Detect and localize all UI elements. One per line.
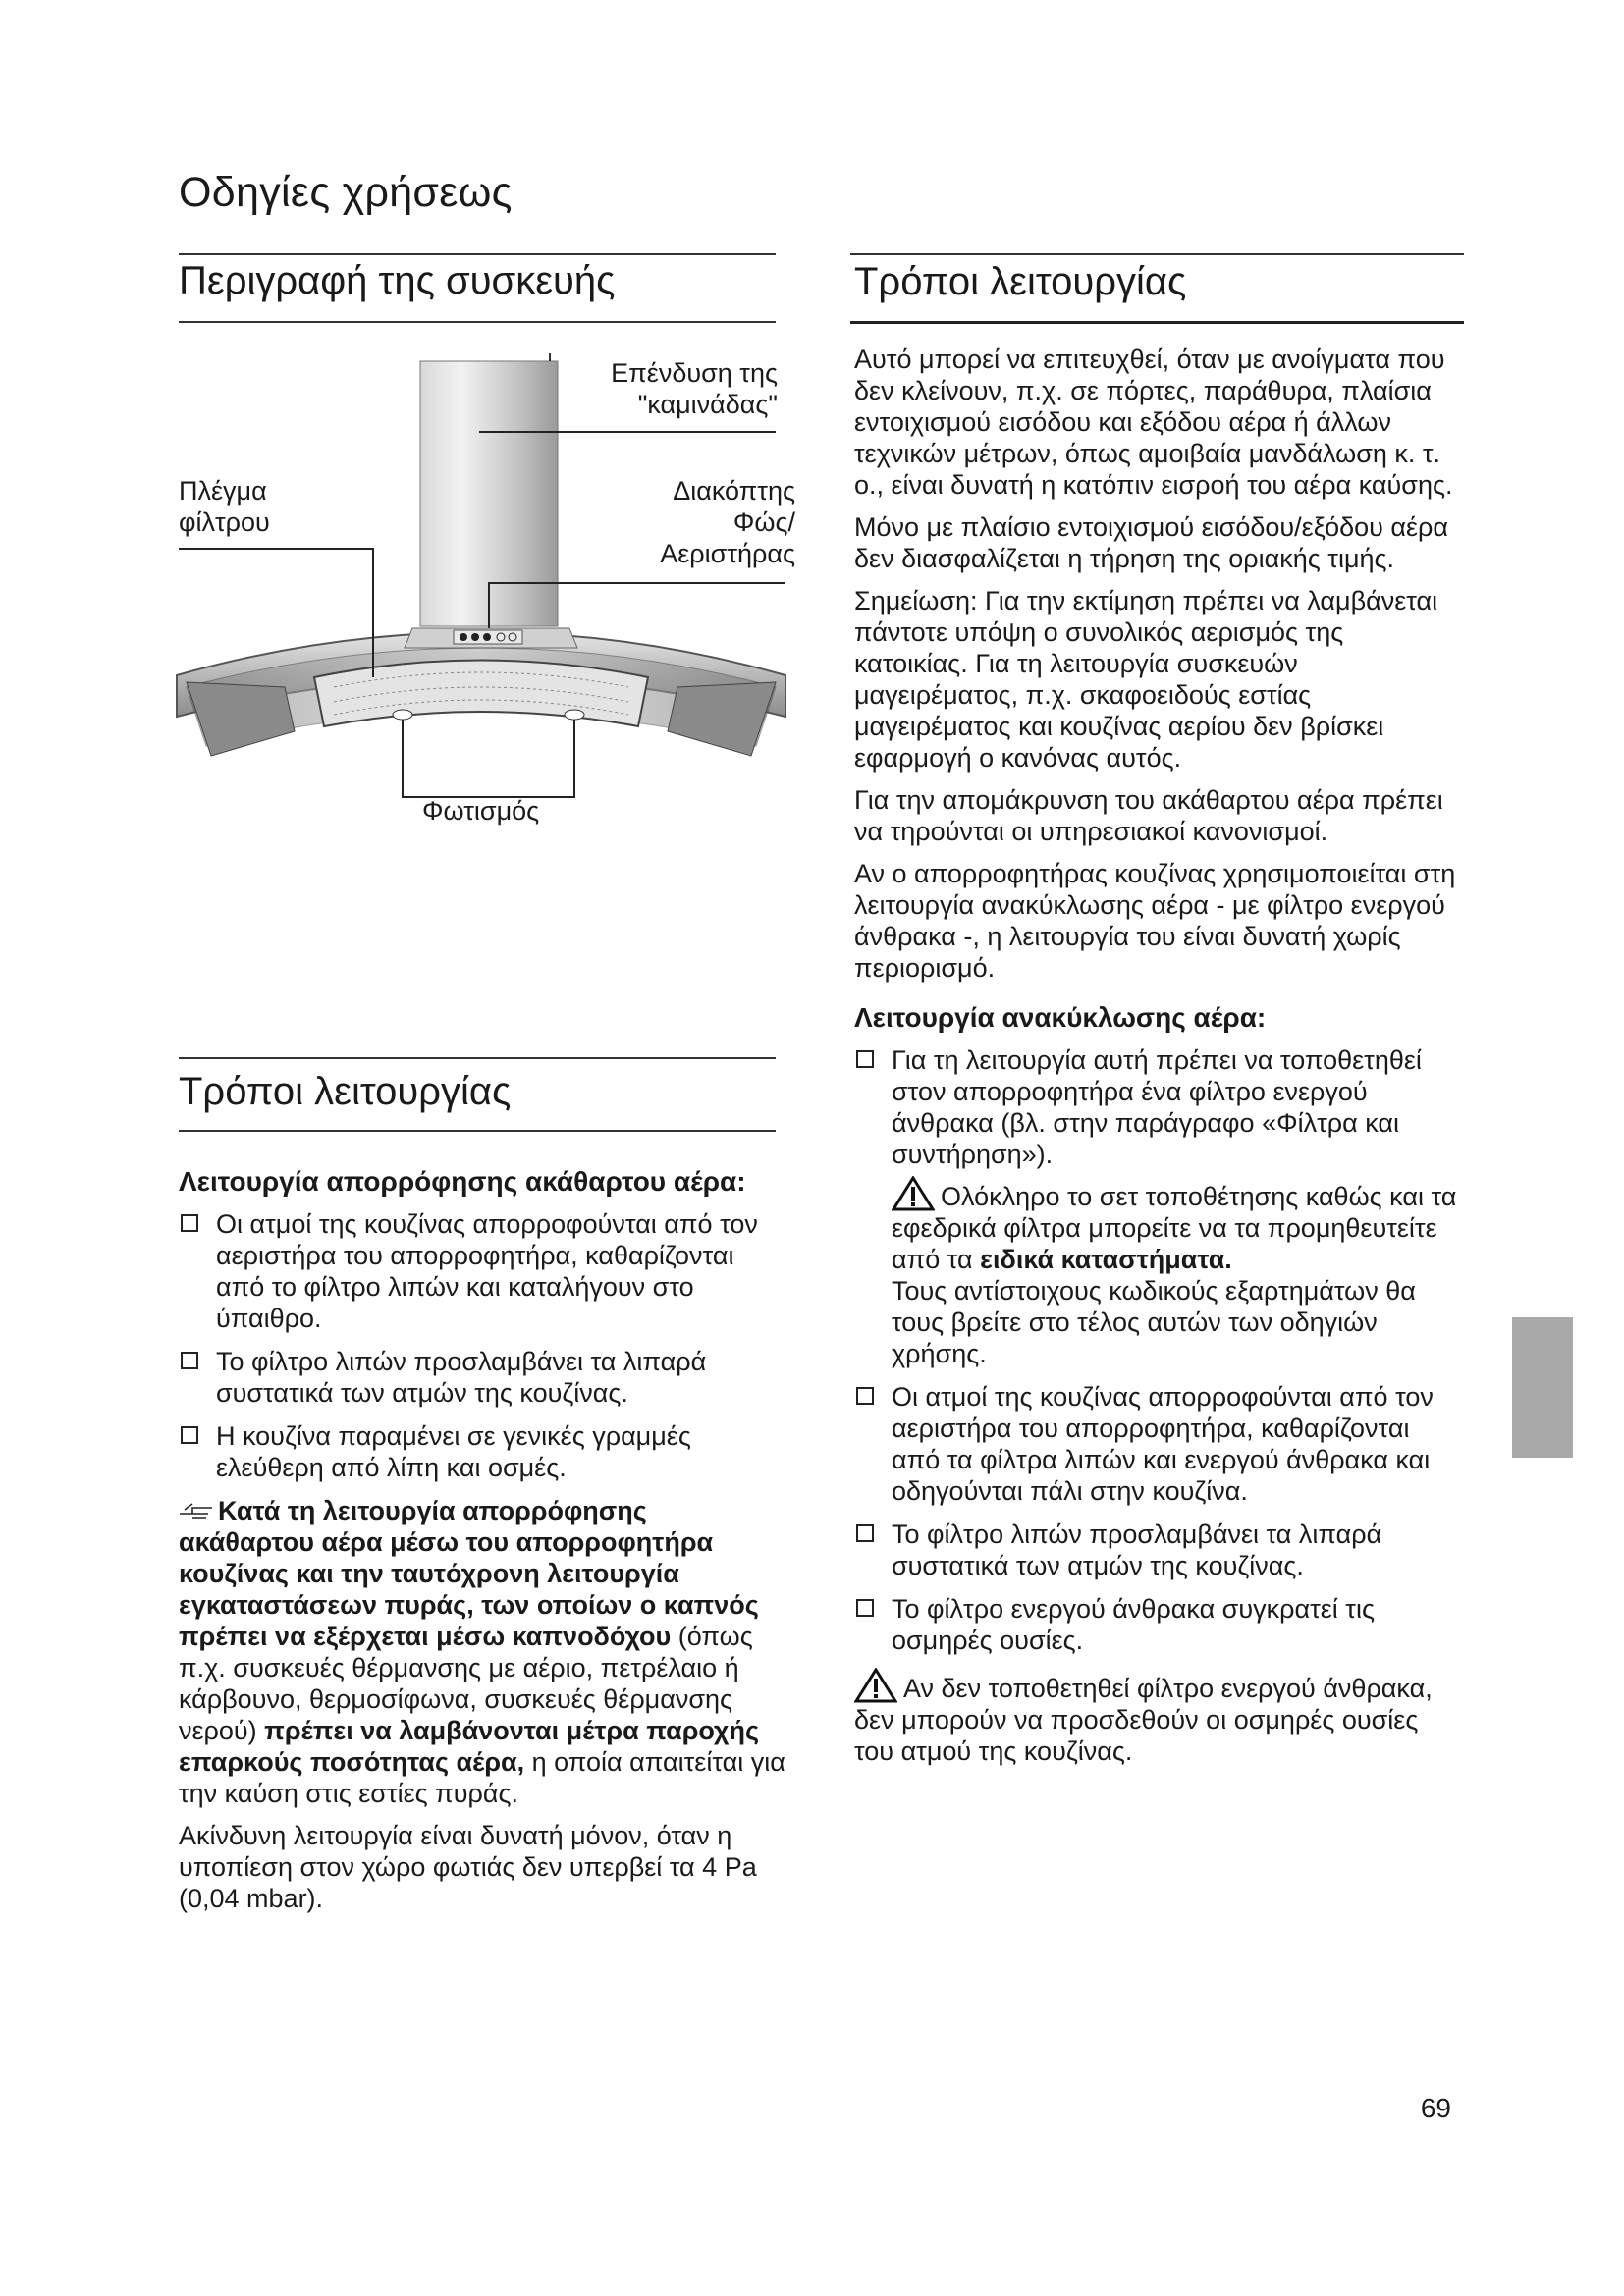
recirc-list (854, 1044, 1463, 1656)
paragraph: Αυτό μπορεί να επιτευχθεί, όταν με ανοίγματα που δεν κλείνουν, π.χ. σε πόρτες, παράθυρα, πλαίσια εντοιχισμού εισόδου και εξόδου αέρα ή άλλων τεχνικών μέτρων, όπως αμοιβαία μανδάλωση κ. τ. ο., είναι δυνατή η κατόπιν εισροή του αέρα καύσης. (854, 345, 1453, 500)
divider (179, 1057, 776, 1059)
list-item: Το φίλτρο λιπών προσλαμβάνει τα λιπαρά συστατικά των ατμών της κουζίνας. (854, 1519, 1463, 1581)
list-item: Το φίλτρο ενεργού άνθρακα συγκρατεί τις οσμηρές ουσίες. (854, 1593, 1463, 1656)
checkbox-bullet-icon (181, 1214, 198, 1232)
label-switch: Διακόπτης Φώς/ Αεριστήρας (660, 476, 795, 568)
page-number: 69 (1420, 2093, 1451, 2123)
paragraph: Σημείωση: Για την εκτίμηση πρέπει να λαμβάνεται πάντοτε υπόψη ο συνολικός αερισμός της κατοικίας. Για τη λειτουργία συσκευών μαγειρέματος, π.χ. σκαφοειδούς εστίας μαγειρέματος και κουζίνας αερίου δεν βρίσκει εφαρμογή ο κανόνας αυτός. (854, 586, 1438, 773)
warning-2: Αν δεν τοποθετηθεί φίλτρο ενεργού άνθρακα, δεν μπορούν να προσδεθούν οι οσμηρές ουσίες του ατμού της κουζίνας. (854, 1668, 1463, 1767)
divider (850, 321, 1464, 324)
warning-block: Ολόκληρο το σετ τοποθέτησης καθώς και τα εφεδρικά φίλτρα μπορείτε να τα προμηθευτείτε από τα ειδικά καταστήματα. Τους αντίστοιχους κωδικούς εξαρτημάτων θα τους βρείτε στο τέλος αυτών των οδηγιών χρήσης. (892, 1176, 1463, 1369)
warning-triangle-icon (892, 1176, 935, 1211)
page-title: Οδηγίες χρήσεως (179, 169, 513, 216)
exhaust-list (179, 1208, 787, 1483)
checkbox-bullet-icon (856, 1599, 874, 1617)
safe-operation-text: Ακίνδυνη λειτουργία είναι δυνατή μόνον, όταν η υποπίεση στον χώρο φωτιάς δεν υπερβεί τα 4 Pa (0,04 mbar). (179, 1821, 757, 1913)
divider (179, 1130, 776, 1132)
right-column-body (854, 344, 1463, 1778)
modes-title-right: Τρόποι λειτουργίας (854, 260, 1187, 303)
paragraph: Μόνο με πλαίσιο εντοιχισμού εισόδου/εξόδου αέρα δεν διασφαλίζεται η τήρηση της οριακής τιμής. (854, 512, 1449, 573)
light (565, 710, 584, 720)
checkbox-bullet-icon (181, 1426, 198, 1444)
light (393, 710, 412, 720)
list-item: Οι ατμοί της κουζίνας απορροφούνται από τον αεριστήρα του απορροφητήρα, καθαρίζονται από το φίλτρο λιπών και καταλήγουν στο ύπαιθρο. (179, 1208, 787, 1334)
left-column-body (179, 1165, 787, 1925)
exhaust-note: Κατά τη λειτουργία απορρόφησης ακάθαρτου αέρα μέσω του απορροφητήρα κουζίνας και την ταυτόχρονη λειτουργία εγκαταστάσεων πυράς, των οποίων ο καπνός πρέπει να εξέρχεται μέσω καπνοδόχου (όπως π.χ. συσκευές θέρμανσης με αέριο, πετρέλαιο ή κάρβουνο, θερμοσίφωνα, συσκευές θέρμανσης νερού) πρέπει να λαμβάνονται μέτρα παροχής επαρκούς ποσότητας αέρα, η οποία απαιτείται για την καύση στις εστίες πυράς. (179, 1496, 785, 1808)
label-filter-grid: Πλέγμα φίλτρου (179, 476, 270, 537)
warning-triangle-icon (854, 1668, 897, 1703)
list-item: Η κουζίνα παραμένει σε γενικές γραμμές ελεύθερη από λίπη και οσμές. (179, 1420, 787, 1483)
description-title: Περιγραφή της συσκευής (179, 259, 616, 302)
filter-grid (314, 661, 648, 727)
checkbox-bullet-icon (181, 1352, 198, 1369)
pointing-hand-icon (179, 1500, 214, 1522)
exhaust-heading: Λειτουργία απορρόφησης ακάθαρτου αέρα: (179, 1166, 746, 1197)
label-lighting: Φωτισμός (422, 796, 540, 826)
recirc-heading: Λειτουργία ανακύκλωσης αέρα: (854, 1002, 1267, 1033)
chapter-tab (1512, 1317, 1573, 1458)
checkbox-bullet-icon (856, 1524, 874, 1542)
paragraph: Για την απομάκρυνση του ακάθαρτου αέρα πρέπει να τηρούνται οι υπηρεσιακοί κανονισμοί. (854, 785, 1443, 846)
divider (850, 253, 1464, 255)
paragraph: Αν ο απορροφητήρας κουζίνας χρησιμοποιείται στη λειτουργία ανακύκλωσης αέρα - με φίλτρο ενεργού άνθρακα -, η λειτουργία του είναι δυνατή χωρίς περιορισμό. (854, 859, 1456, 983)
checkbox-bullet-icon (856, 1387, 874, 1405)
list-item: Οι ατμοί της κουζίνας απορροφούνται από τον αεριστήρα του απορροφητήρα, καθαρίζονται από τα φίλτρα λιπών και ενεργού άνθρακα και οδηγούνται πάλι στην κουζίνα. (854, 1381, 1463, 1507)
list-item: Για τη λειτουργία αυτή πρέπει να τοποθετηθεί στον απορροφητήρα ένα φίλτρο ενεργού άνθρακα (βλ. στην παράγραφο «Φίλτρα και συντήρηση»). Ολόκληρο το σετ τοποθέτησης καθώς και τα εφεδρικά φίλτρα μπορείτε να τα προμηθευτείτε από τα ειδικά καταστήματα. Τους αντίστοιχους κωδικούς εξαρτημάτων θα τους βρείτε στο τέλος αυτών των οδηγιών χρήσης. (854, 1044, 1463, 1369)
list-item: Το φίλτρο λιπών προσλαμβάνει τα λιπαρά συστατικά των ατμών της κουζίνας. (179, 1346, 787, 1409)
modes-title-left: Τρόποι λειτουργίας (179, 1070, 512, 1113)
checkbox-bullet-icon (856, 1050, 874, 1068)
label-chimney-cover: Επένδυση της "καμινάδας" (611, 358, 778, 419)
